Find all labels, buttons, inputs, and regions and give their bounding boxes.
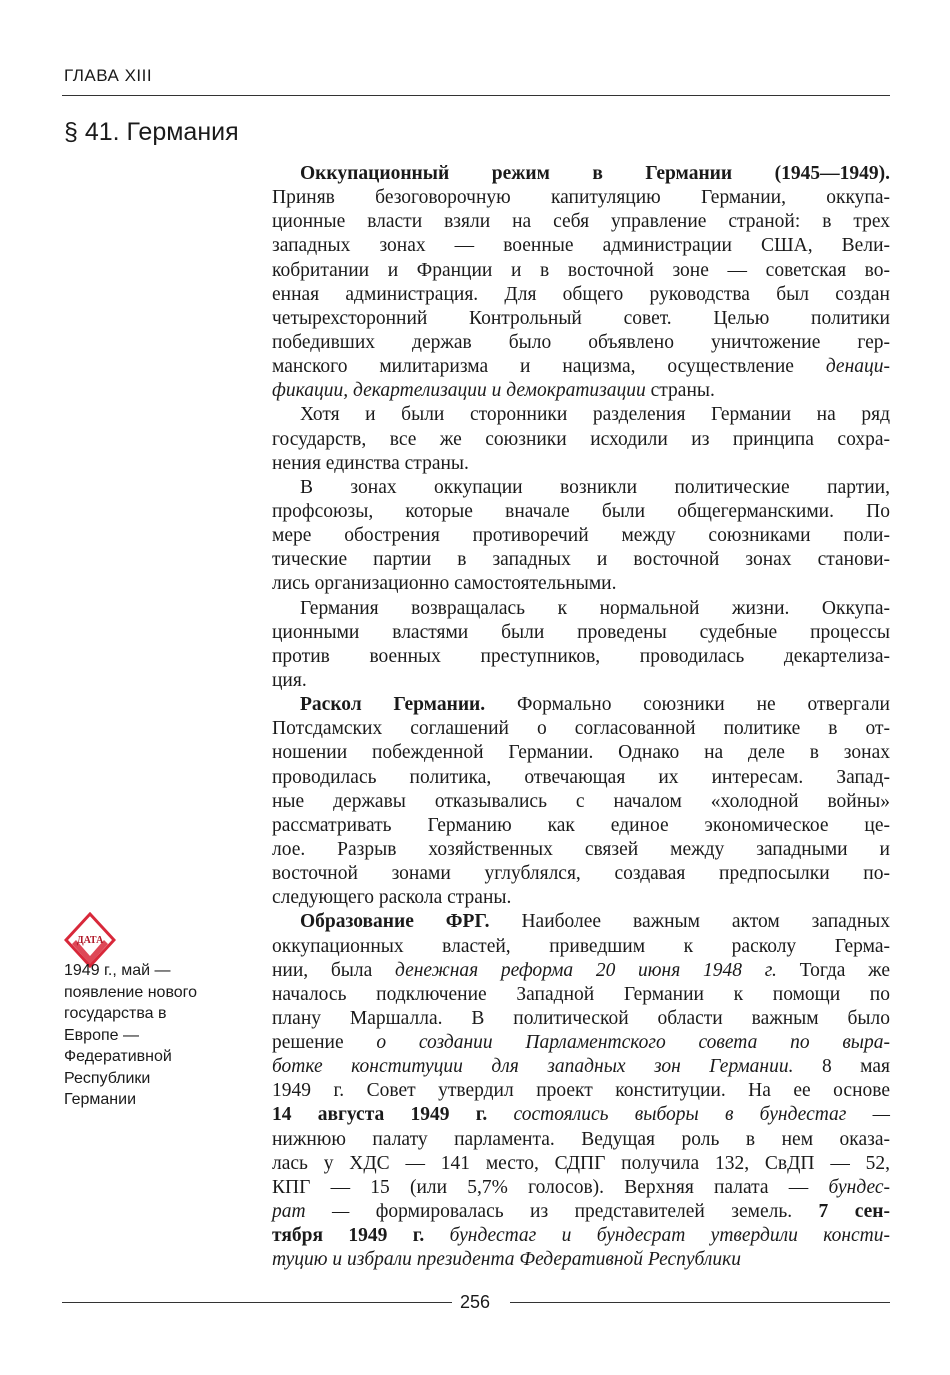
text-line xyxy=(272,210,890,234)
text-line xyxy=(272,355,890,379)
header-divider xyxy=(62,95,890,96)
text-run: профсоюзы, которые вначале были общегерманскими. По xyxy=(272,500,890,522)
caption-line: появление нового xyxy=(64,983,198,1001)
date-caption xyxy=(64,960,244,1111)
text-line xyxy=(272,283,890,307)
text-run: Хотя и были сторонники разделения Германии на ряд xyxy=(300,404,890,426)
text-run: страны. xyxy=(645,380,715,402)
text-line xyxy=(272,1007,890,1031)
text-line xyxy=(272,524,890,548)
italic-text: денежная реформа 20 июня 1948 г. xyxy=(395,959,777,981)
section-title: § 41. Германия xyxy=(64,118,239,146)
text-run: кобритании и Франции и в восточной зоне — советская во- xyxy=(272,259,890,281)
text-run xyxy=(487,1104,513,1125)
text-line xyxy=(272,500,890,524)
italic-text: ботке конституции для западных зон Германии. xyxy=(272,1056,794,1078)
text-line xyxy=(272,1031,890,1055)
caption-line: 1949 г., май — xyxy=(64,962,171,979)
text-run: лое. Разрыв хозяйственных связей между западными и xyxy=(272,838,890,860)
text-line xyxy=(272,1103,890,1127)
text-run: мере обострения противоречий между союзниками поли- xyxy=(272,525,890,547)
text-line xyxy=(272,162,890,186)
text-line xyxy=(272,621,890,645)
text-line xyxy=(272,1200,890,1224)
text-run: Наиболее важным актом западных xyxy=(489,911,891,933)
bold-text: Раскол Германии. xyxy=(300,694,486,716)
text-run: КПГ — 15 (или 5,7% голосов). Верхняя палата — xyxy=(272,1176,829,1198)
text-line xyxy=(272,1128,890,1152)
text-line xyxy=(272,1248,890,1272)
text-run: против военных преступников, проводилась декартелиза- xyxy=(272,645,890,667)
italic-text: бундес- xyxy=(828,1176,890,1198)
italic-text: туцию и избрали президента Федеративной Республики xyxy=(272,1249,741,1271)
text-run: западных зонах — военные администрации США, Вели- xyxy=(272,235,890,257)
paragraph xyxy=(272,910,890,1272)
text-run: Формально союзники не отвергали xyxy=(485,694,890,716)
text-line xyxy=(272,234,890,258)
text-run: государств, все же союзники исходили из принципа сохра- xyxy=(272,428,890,450)
text-line xyxy=(272,428,890,452)
text-line xyxy=(272,717,890,741)
text-line xyxy=(272,1176,890,1200)
text-run: В зонах оккупации возникли политические партии, xyxy=(300,476,890,498)
text-line xyxy=(272,1224,890,1248)
text-line xyxy=(272,572,890,596)
text-line xyxy=(272,645,890,669)
text-run: нижнюю палату парламента. Ведущая роль в нем оказа- xyxy=(272,1128,890,1150)
text-line xyxy=(272,959,890,983)
text-line xyxy=(272,1055,890,1079)
text-run: началось подключение Западной Германии к помощи по xyxy=(272,983,890,1005)
italic-text: фикации, декартелизации и демократизации xyxy=(272,380,646,402)
text-line xyxy=(272,1079,890,1103)
text-line xyxy=(272,259,890,283)
text-run xyxy=(424,1225,449,1246)
text-run: 8 мая xyxy=(793,1056,890,1078)
caption-line: Германии xyxy=(64,1091,136,1108)
text-run: Тогда же xyxy=(776,959,891,981)
text-line xyxy=(272,379,890,403)
text-run: оккупационных властей, приведшим к расколу Герма- xyxy=(272,935,890,957)
badge-label: ДАТА xyxy=(76,935,104,946)
text-run: следующего раскола страны. xyxy=(272,887,512,909)
text-line xyxy=(272,597,890,621)
bold-text: тября 1949 г. xyxy=(272,1225,425,1247)
text-line xyxy=(272,1152,890,1176)
text-line xyxy=(272,669,890,693)
text-line xyxy=(272,838,890,862)
text-line xyxy=(272,983,890,1007)
text-run: Потсдамских соглашений о согласованной политике в от- xyxy=(272,718,890,740)
text-run: ношении побежденной Германии. Однако на деле в зонах xyxy=(272,742,890,764)
text-run: плану Маршалла. В политической области важным было xyxy=(272,1007,890,1029)
text-line xyxy=(272,693,890,717)
footer-rule-left xyxy=(62,1302,452,1303)
caption-line: Федеративной xyxy=(64,1048,172,1065)
text-run: манского милитаризма и нацизма, осуществление xyxy=(272,356,826,378)
chapter-header: ГЛАВА XIII xyxy=(64,66,153,85)
text-run: лась у ХДС — 141 место, СДПГ получила 132, СвДП — 52, xyxy=(272,1152,890,1174)
text-run: ция. xyxy=(272,669,307,691)
italic-text: рат — xyxy=(272,1201,350,1223)
text-run: ционные власти взяли на себя управление страной: в трех xyxy=(272,211,890,233)
text-run: тические партии в западных и восточной зонах станови- xyxy=(272,549,890,571)
text-run: нения единства страны. xyxy=(272,452,469,474)
text-run: Германия возвращалась к нормальной жизни. Оккупа- xyxy=(300,597,890,619)
text-line xyxy=(272,741,890,765)
text-run: рассматривать Германию как единое экономическое це- xyxy=(272,814,890,836)
text-run: восточной зонами углублялся, создавая предпосылки по- xyxy=(272,863,890,885)
text-run: победивших держав было объявлено уничтожение гер- xyxy=(272,331,890,353)
footer-rule-right xyxy=(510,1302,890,1303)
text-line xyxy=(272,307,890,331)
text-line xyxy=(272,935,890,959)
text-line xyxy=(272,790,890,814)
text-line xyxy=(272,862,890,886)
main-text xyxy=(272,162,890,1272)
italic-text: состоялись выборы в бундестаг — xyxy=(513,1104,890,1126)
text-run: Приняв безоговорочную капитуляцию Германии, оккупа- xyxy=(272,187,890,209)
text-line xyxy=(272,814,890,838)
paragraph xyxy=(272,597,890,694)
text-line xyxy=(272,452,890,476)
bold-text: Образование ФРГ. xyxy=(300,911,490,933)
text-run: нии, была xyxy=(272,959,395,981)
text-run: проводилась политика, отвечающая их интересам. Запад- xyxy=(272,766,890,788)
text-run: лись организационно самостоятельными. xyxy=(272,573,617,595)
text-line xyxy=(272,548,890,572)
text-line xyxy=(272,331,890,355)
italic-text: о создании Парламентского совета по выра- xyxy=(376,1032,890,1054)
text-line xyxy=(272,476,890,500)
paragraph xyxy=(272,693,890,910)
paragraph xyxy=(272,162,890,403)
text-line xyxy=(272,766,890,790)
text-line xyxy=(272,403,890,427)
page-number: 256 xyxy=(460,1292,491,1312)
text-line xyxy=(272,910,890,934)
bold-text: 14 августа 1949 г. xyxy=(272,1104,488,1126)
paragraph xyxy=(272,403,890,475)
text-run: формировалась из представителей земель. xyxy=(349,1201,819,1223)
text-run: енная администрация. Для общего руководства был создан xyxy=(272,283,890,305)
italic-text: бундестаг и бундесрат утвердили консти- xyxy=(449,1225,891,1247)
text-run: четырехсторонний Контрольный совет. Целью политики xyxy=(272,307,890,329)
caption-line: Европе — xyxy=(64,1026,139,1044)
text-run: решение xyxy=(272,1032,377,1054)
bold-text: 7 сен- xyxy=(818,1201,891,1223)
caption-line: государства в xyxy=(64,1005,167,1022)
caption-line: Республики xyxy=(64,1069,151,1087)
text-line xyxy=(272,186,890,210)
italic-text: денаци- xyxy=(825,356,890,378)
text-run: ционными властями были проведены судебные процессы xyxy=(272,621,890,643)
text-run: 1949 г. Совет утвердил проект конституции. На ее основе xyxy=(272,1080,890,1102)
text-run: ные державы отказывались с началом «холодной войны» xyxy=(272,790,890,812)
page-footer xyxy=(62,1292,890,1312)
text-line xyxy=(272,886,890,910)
bold-text: Оккупационный режим в Германии (1945—1949). xyxy=(300,163,890,184)
paragraph xyxy=(272,476,890,597)
